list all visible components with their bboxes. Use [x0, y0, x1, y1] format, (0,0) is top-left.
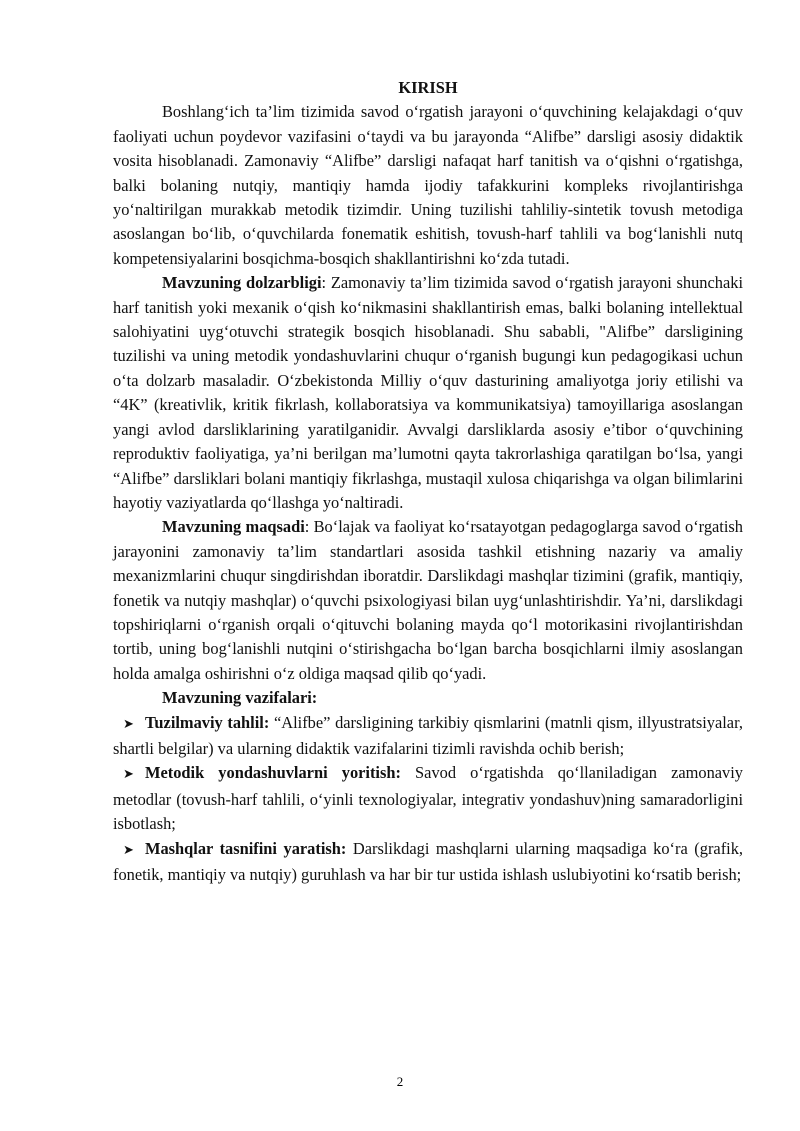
relevance-paragraph	[113, 271, 743, 515]
page-title: KIRISH	[398, 78, 458, 97]
goal-text: : Bo‘lajak va faoliyat ko‘rsatayotgan pedagoglarga savod o‘rgatish jarayonini zamonaviy ta’lim standartlari asosida tashkil etishning nazariy va amaliy mexanizmlarini chuqur singdirishdan iboratdir. Darslikdagi mashqlar tizimini (grafik, mantiqiy, fonetik va nutqiy mashqlar) o‘quvchi psixologiyasi bilan uyg‘unlashtirishdir. Ya’ni, darslikdagi topshiriqlarni o‘rganish orqali o‘qituvchi bolaning mayda qo‘l motorikasini rivojlantirishdan tortib, uning bog‘lanishli nutqini o‘stirishgacha bo‘lgan barcha bosqichlarni ilmiy asoslangan holda amalga oshirishni o‘z oldiga maqsad qilib qo‘yadi.	[113, 517, 743, 683]
arrowhead-right-icon: ➤	[123, 716, 134, 732]
arrowhead-right-icon: ➤	[123, 767, 134, 783]
task-label: Mashqlar tasnifini yaratish:	[145, 838, 347, 858]
relevance-text: : Zamonaviy ta’lim tizimida savod o‘rgatish jarayoni shunchaki harf tanitish yoki mexanik o‘qish ko‘nikmasini shakllantirish emas, balki bolaning intellektual salohiyatini uyg‘otuvchi strategik bosqich hisoblanadi. Shu sababli, "Alifbe” darsligining tuzilishi va uning metodik yondashuvlarini chuqur o‘rganish bugungi kun pedagogikasi uchun o‘ta dolzarb masaladir. O‘zbekistonda Milliy o‘quv dasturining amaliyotga joriy etilishi va “4K” (kreativlik, kritik fikrlash, kollaboratsiya va kommunikatsiya) tamoyillariga asoslangan yangi avlod darsliklarining yaratilganidir. Avvalgi darsliklarda asosiy e’tibor o‘quvchining reproduktiv faoliyatiga, ya’ni berilgan ma’lumotni qayta takrorlashiga qaratilgan bo‘lsa, yangi “Alifbe” darsliklari bolani mantiqiy fikrlashga, mustaqil xulosa chiqarishga va olgan bilimlarini hayotiy vaziyatlarda qo‘llashga yo‘naltiradi.	[113, 273, 743, 512]
task-text: “Alifbe” darsligining tarkibiy qismlarini (matnli qism, illyustratsiyalar, shartli belgilar) va ularning didaktik vazifalarini tizimli ravishda ochib berish;	[113, 712, 743, 758]
relevance-label: Mavzuning dolzarbligi	[162, 273, 322, 293]
goal-label: Mavzuning maqsadi	[162, 517, 305, 537]
task-item	[113, 711, 743, 762]
task-text: Darslikdagi mashqlarni ularning maqsadiga ko‘ra (grafik, fonetik, mantiqiy va nutqiy) guruhlash va har bir tur ustida ishlash uslubiyotini ko‘rsatib berish;	[113, 838, 743, 884]
task-label: Tuzilmaviy tahlil:	[145, 712, 270, 732]
goal-paragraph	[113, 515, 743, 686]
task-item	[113, 837, 743, 888]
arrowhead-right-icon: ➤	[123, 842, 134, 858]
page-number: 2	[396, 1074, 404, 1089]
intro-paragraph: Boshlang‘ich ta’lim tizimida savod o‘rgatish jarayoni o‘quvchining kelajakdagi o‘quv faoliyati uchun poydevor vazifasini o‘taydi va bu jarayonda “Alifbe” darsligi asosiy didaktik vosita hisoblanadi. Zamonaviy “Alifbe” darsligi nafaqat harf tanitish va o‘qishni o‘rgatishga, balki bolaning nutqiy, mantiqiy hamda ijodiy tafakkurini kompleks rivojlantirishga yo‘naltirilgan murakkab metodik tizimdir. Uning tuzilishi tahliliy-sintetik tovush metodiga asoslangan bo‘lib, o‘quvchilarda fonematik eshitish, tovush-harf tahlili va bog‘lanishli nutq kompetensiyalarini bosqichma-bosqich shakllantirishni ko‘zda tutadi.	[113, 102, 743, 268]
tasks-heading: Mavzuning vazifalari:	[162, 688, 318, 708]
task-item	[113, 761, 743, 836]
task-label: Metodik yondashuvlarni yoritish:	[145, 763, 401, 783]
task-text: Savod o‘rgatishda qo‘llaniladigan zamonaviy metodlar (tovush-harf tahlili, o‘yinli texnologiyalar, integrativ yondashuv)ning samaradorligini isbotlash;	[113, 763, 743, 834]
